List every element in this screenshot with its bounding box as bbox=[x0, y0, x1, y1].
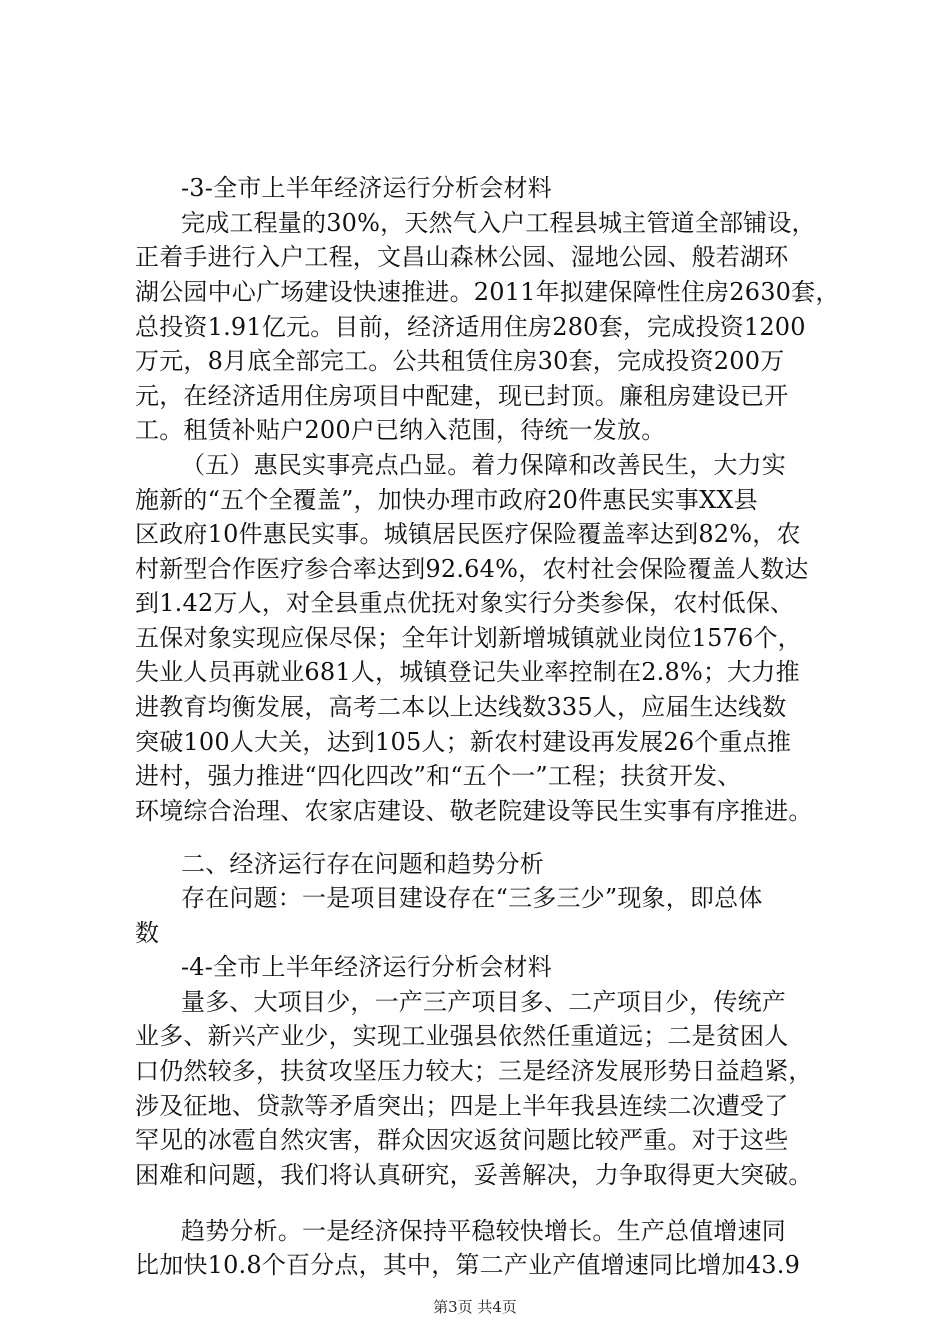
paragraph-line: 涉及征地、贷款等矛盾突出；四是上半年我县连续二次遭受了 bbox=[135, 1092, 789, 1120]
paragraph-line: 万元，8月底全部完工。公共租赁住房30套，完成投资200万 bbox=[135, 347, 785, 375]
paragraph-line: 趋势分析。一是经济保持平稳较快增长。生产总值增速同 bbox=[181, 1217, 786, 1245]
paragraph-line: 环境综合治理、农家店建设、敬老院建设等民生实事有序推进。 bbox=[135, 797, 813, 825]
paragraph-line: （五）惠民实事亮点凸显。着力保障和改善民生，大力实 bbox=[181, 451, 786, 479]
paragraph-line: 湖公园中心广场建设快速推进。2011年拟建保障性住房2630套， bbox=[135, 278, 840, 306]
paragraph-line: 失业人员再就业681人，城镇登记失业率控制在2.8%；大力推 bbox=[135, 658, 800, 686]
paragraph-line: 困难和问题，我们将认真研究，妥善解决，力争取得更大突破。 bbox=[135, 1161, 813, 1189]
paragraph-line: 进村，强力推进“四化四改”和“五个一”工程；扶贫开发、 bbox=[135, 762, 742, 790]
paragraph-line: 量多、大项目少，一产三产项目多、二产项目少，传统产 bbox=[181, 988, 786, 1016]
paragraph-line: 到1.42万人，对全县重点优抚对象实行分类参保，农村低保、 bbox=[135, 589, 795, 617]
paragraph-line: 罕见的冰雹自然灾害，群众因灾返贫问题比较严重。对于这些 bbox=[135, 1126, 789, 1154]
paragraph-line: 比加快10.8个百分点，其中，第二产业产值增速同比增加43.9 bbox=[135, 1251, 801, 1279]
section-heading: 二、经济运行存在问题和趋势分析 bbox=[181, 850, 544, 878]
paragraph-line: 数 bbox=[135, 919, 160, 947]
paragraph-line: 五保对象实现应保尽保；全年计划新增城镇就业岗位1576个， bbox=[135, 624, 802, 652]
page-footer: 第3页 共4页 bbox=[433, 1298, 517, 1316]
page-marker-heading: -4-全市上半年经济运行分析会材料 bbox=[181, 953, 552, 981]
paragraph-line: 进教育均衡发展，高考二本以上达线数335人，应届生达线数 bbox=[135, 693, 787, 721]
paragraph-line: 正着手进行入户工程，文昌山森林公园、湿地公园、般若湖环 bbox=[135, 243, 789, 271]
page-marker-heading: -3-全市上半年经济运行分析会材料 bbox=[181, 174, 552, 202]
paragraph-line: 业多、新兴产业少，实现工业强县依然任重道远；二是贫困人 bbox=[135, 1022, 789, 1050]
paragraph-line: 完成工程量的30%，天然气入户工程县城主管道全部铺设， bbox=[181, 209, 816, 237]
paragraph-line: 村新型合作医疗参合率达到92.64%，农村社会保险覆盖人数达 bbox=[135, 555, 809, 583]
paragraph-line: 工。租赁补贴户200户已纳入范围，待统一发放。 bbox=[135, 416, 666, 444]
paragraph-line: 突破100人大关，达到105人；新农村建设再发展26个重点推 bbox=[135, 728, 792, 756]
paragraph-line: 区政府10件惠民实事。城镇居民医疗保险覆盖率达到82%，农 bbox=[135, 520, 801, 548]
paragraph-line: 元，在经济适用住房项目中配建，现已封顶。廉租房建设已开 bbox=[135, 382, 789, 410]
paragraph-line: 口仍然较多，扶贫攻坚压力较大；三是经济发展形势日益趋紧， bbox=[135, 1057, 813, 1085]
paragraph-line: 总投资1.91亿元。目前，经济适用住房280套，完成投资1200 bbox=[135, 313, 806, 341]
paragraph-line: 施新的“五个全覆盖”，加快办理市政府20件惠民实事XX县 bbox=[135, 486, 758, 514]
paragraph-line: 存在问题：一是项目建设存在“三多三少”现象，即总体 bbox=[181, 884, 763, 912]
